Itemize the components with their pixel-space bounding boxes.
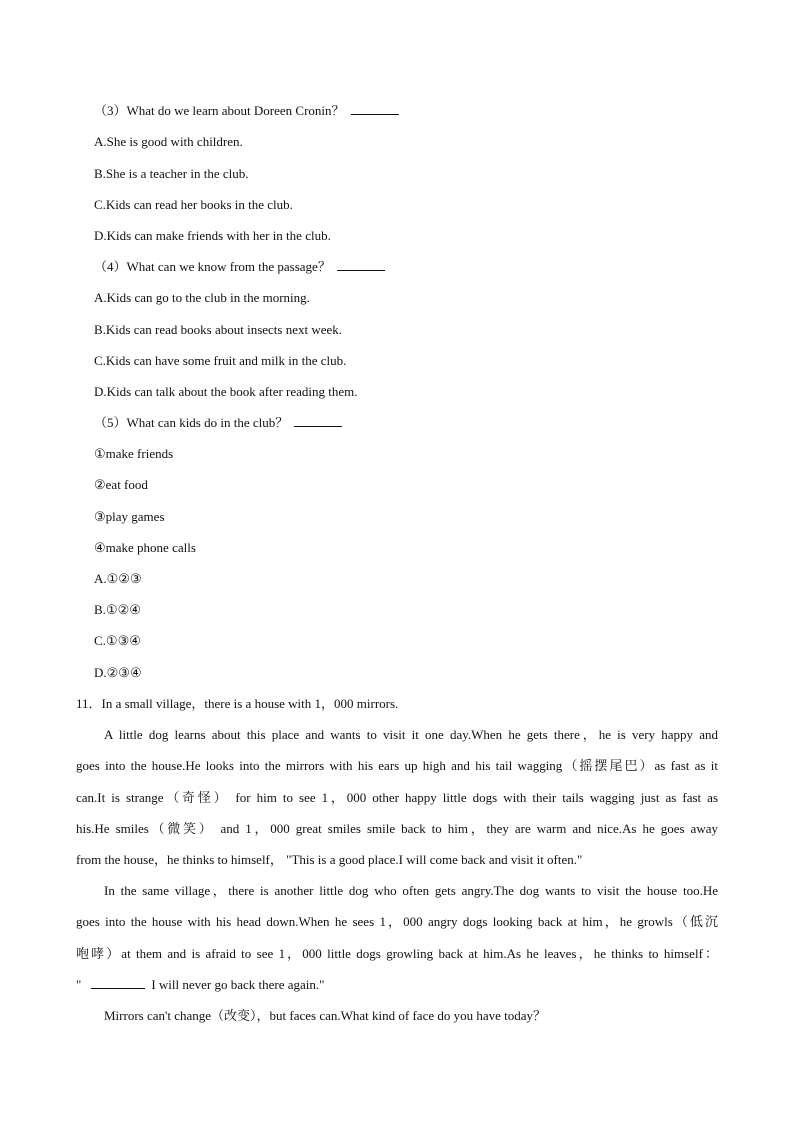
q3-option-c: C.Kids can read her books in the club.	[94, 197, 293, 212]
question-4-text: （4）What can we know from the passage？	[94, 259, 331, 274]
passage-p1-line-5: from the house，he thinks to himself， "This is a good place.I will come back and visit it often."	[76, 852, 583, 867]
q3-option-a: A.She is good with children.	[94, 134, 243, 149]
q5-item-1: ①make friends	[94, 446, 174, 461]
question-3	[94, 103, 399, 119]
passage-p3: Mirrors can't change（改变），but faces can.What kind of face do you have today？	[104, 1008, 547, 1023]
passage-p1-line-2: goes into the house.He looks into the mirrors with his ears up high and his tail wagging（摇摆尾巴）as fast as it	[76, 758, 718, 773]
q5-item-4: ④make phone calls	[94, 540, 196, 555]
question-3-text: （3）What do we learn about Doreen Cronin？	[94, 103, 345, 118]
q4-option-b: B.Kids can read books about insects next week.	[94, 322, 343, 337]
question-5	[94, 415, 342, 431]
answer-blank	[91, 977, 145, 989]
q4-option-c: C.Kids can have some fruit and milk in the club.	[94, 353, 347, 368]
q5-option-c: C.①③④	[94, 633, 141, 648]
passage-p2-line-1: In the same village，there is another little dog who often gets angry.The dog wants to visit the house too.He	[104, 883, 718, 898]
passage-heading: 11．In a small village，there is a house with 1，000 mirrors.	[76, 696, 399, 711]
passage-p1-line-4: his.He smiles（微笑） and 1，000 great smiles smile back to him，they are warm and nice.As he goes away	[76, 821, 718, 836]
q5-option-b: B.①②④	[94, 602, 141, 617]
passage-p1-line-3: can.It is strange（奇怪） for him to see 1，000 other happy little dogs with their tails wagging just as fast as	[76, 790, 718, 805]
q5-option-a: A.①②③	[94, 571, 142, 586]
answer-blank	[294, 415, 342, 427]
q5-option-d: D.②③④	[94, 665, 142, 680]
passage-p2-line-4	[76, 977, 324, 993]
passage-p2-line-2: goes into the house with his head down.When he sees 1，000 angry dogs looking back at him，he growls（低沉	[76, 914, 718, 929]
q5-item-2: ②eat food	[94, 477, 148, 492]
question-4	[94, 259, 385, 275]
q4-option-a: A.Kids can go to the club in the morning.	[94, 290, 310, 305]
passage-p1-line-1: A little dog learns about this place and wants to visit it one day.When he gets there，he is very happy and	[104, 727, 718, 742]
q4-option-d: D.Kids can talk about the book after reading them.	[94, 384, 358, 399]
q3-option-d: D.Kids can make friends with her in the club.	[94, 228, 331, 243]
answer-blank	[351, 103, 399, 115]
passage-p2-line-4-text: I will never go back there again."	[151, 977, 325, 992]
question-5-text: （5）What can kids do in the club？	[94, 415, 289, 430]
passage-p2-line-3: 咆哮）at them and is afraid to see 1，000 little dogs growling back at him.As he leaves，he thinks to himself：	[76, 946, 718, 961]
answer-blank	[337, 259, 385, 271]
q5-item-3: ③play games	[94, 509, 165, 524]
quote-open: "	[76, 977, 82, 992]
q3-option-b: B.She is a teacher in the club.	[94, 166, 249, 181]
